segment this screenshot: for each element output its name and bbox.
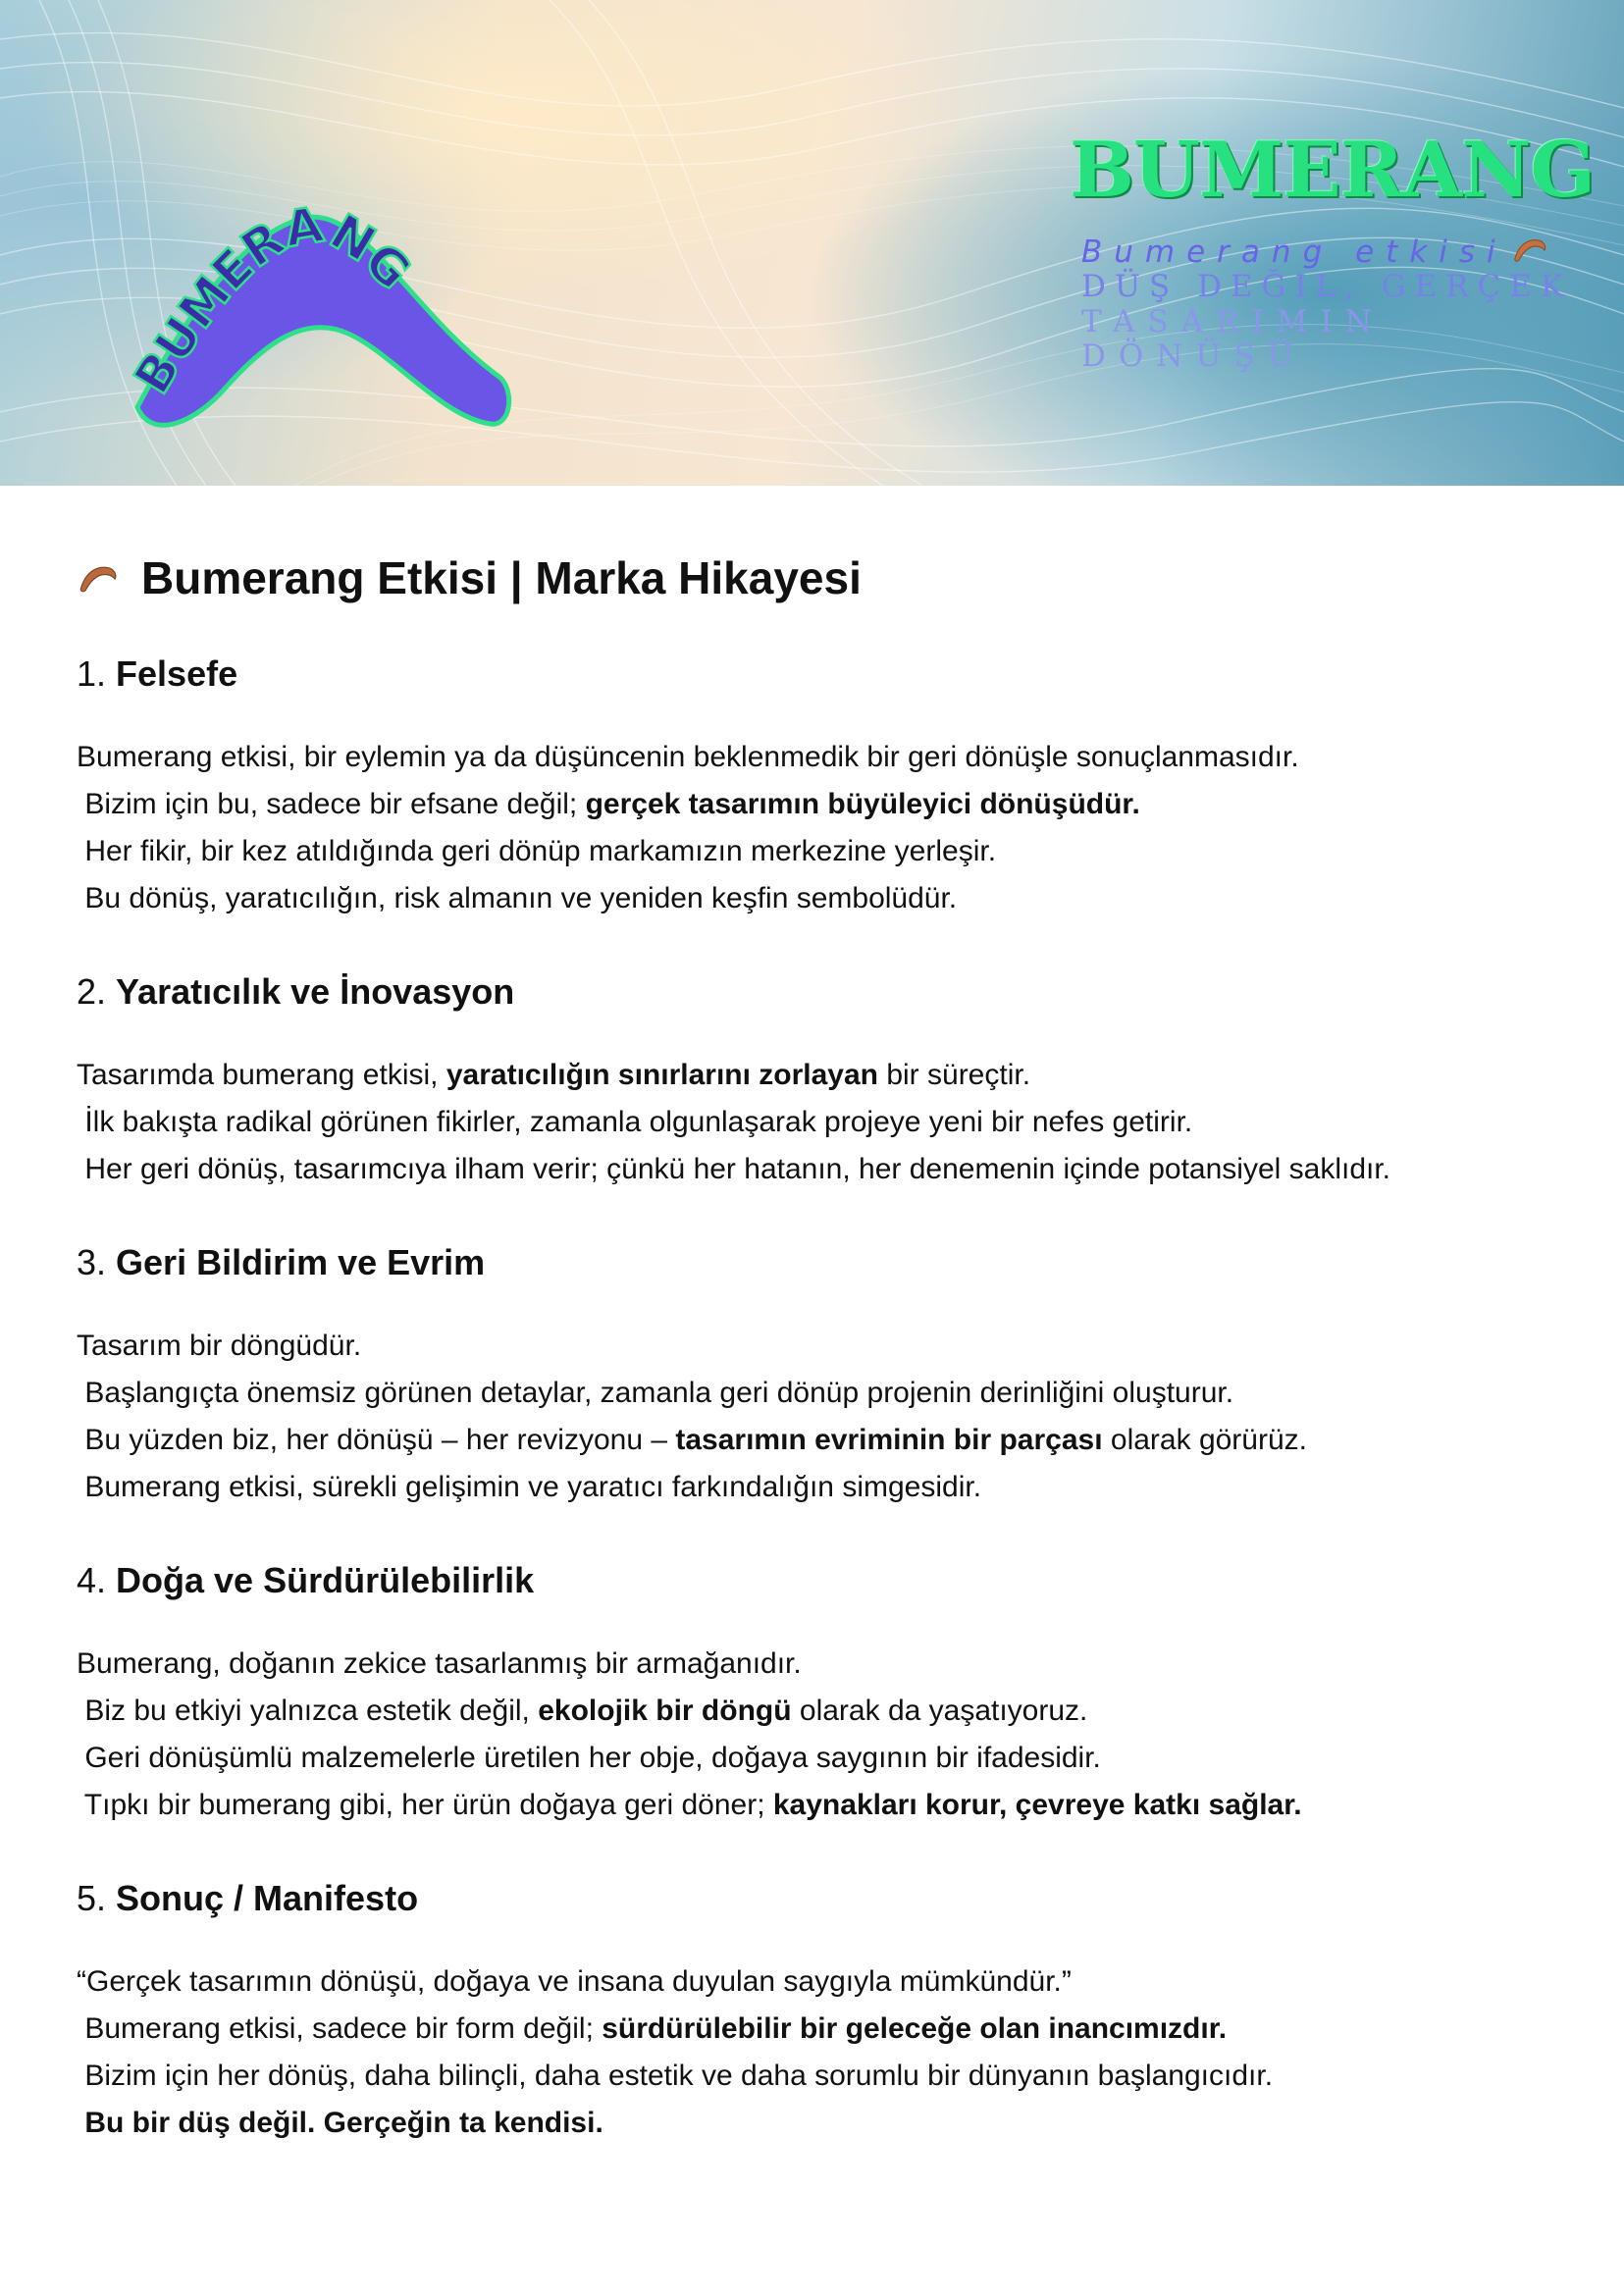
paragraph-line — [77, 875, 1568, 922]
section-paragraph — [77, 1958, 1568, 2147]
text-run: olarak görürüz. — [1102, 1424, 1307, 1456]
paragraph-line — [77, 1417, 1568, 1464]
paragraph-line — [77, 1146, 1568, 1193]
text-run: Biz bu etkiyi yalnızca estetik değil, — [77, 1695, 539, 1727]
paragraph-line — [77, 1782, 1568, 1829]
sections-container — [77, 653, 1568, 2147]
section-paragraph — [77, 1641, 1568, 1829]
paragraph-line — [77, 1323, 1568, 1370]
section-heading — [77, 971, 1568, 1013]
section-paragraph — [77, 734, 1568, 922]
section-paragraph — [77, 1323, 1568, 1511]
text-run: Her fikir, bir kez atıldığında geri dönüp markamızın merkezine yerleşir. — [77, 835, 997, 867]
text-run: Bumerang etkisi, sadece bir form değil; — [77, 2012, 602, 2045]
text-run: “Gerçek tasarımın dönüşü, doğaya ve insana duyulan saygıyla mümkündür.” — [77, 1965, 1072, 1998]
section-heading-text: Doğa ve Sürdürülebilirlik — [116, 1560, 535, 1600]
document-title-text: Bumerang Etkisi | Marka Hikayesi — [141, 552, 862, 603]
section-number: 1. — [77, 653, 117, 694]
text-run: Tasarımda bumerang etkisi, — [77, 1059, 446, 1091]
text-run: olarak da yaşatıyoruz. — [791, 1695, 1088, 1727]
paragraph-line — [77, 2006, 1568, 2053]
boomerang-logo — [118, 196, 530, 442]
section — [77, 1878, 1568, 2147]
paragraph-line — [77, 734, 1568, 781]
section-number: 2. — [77, 971, 117, 1012]
paragraph-line — [77, 781, 1568, 828]
text-run: Başlangıçta önemsiz görünen detaylar, zamanla geri dönüp projenin derinliğini oluşturur. — [77, 1377, 1234, 1409]
paragraph-line — [77, 2053, 1568, 2100]
text-run: Bumerang, doğanın zekice tasarlanmış bir armağanıdır. — [77, 1647, 802, 1680]
paragraph-line — [77, 1370, 1568, 1417]
text-run: İlk bakışta radikal görünen fikirler, zamanla olgunlaşarak projeye yeni bir nefes getirir. — [77, 1106, 1193, 1138]
section-number: 3. — [77, 1242, 117, 1282]
section-heading-text: Geri Bildirim ve Evrim — [116, 1242, 486, 1282]
brand-block — [1070, 126, 1619, 375]
paragraph-line — [77, 1464, 1568, 1511]
bold-text: kaynakları korur, çevreye katkı sağlar. — [772, 1789, 1302, 1821]
text-run: Geri dönüşümlü malzemelerle üretilen her obje, doğaya saygının bir ifadesidir. — [77, 1742, 1101, 1774]
section-heading — [77, 1560, 1568, 1601]
brand-subtitle-3: TASARIMIN DÖNÜŞÜ — [1081, 303, 1385, 375]
bold-text: sürdürülebilir bir geleceğe olan inancımızdır. — [602, 2012, 1228, 2045]
section-paragraph — [77, 1052, 1568, 1193]
bold-text: Bu bir düş değil. Gerçeğin ta kendisi. — [84, 2107, 603, 2139]
section-heading — [77, 653, 1568, 695]
text-run: Tasarım bir döngüdür. — [77, 1330, 362, 1362]
section — [77, 1560, 1568, 1829]
boomerang-icon — [1511, 235, 1550, 264]
header-banner — [0, 0, 1624, 486]
paragraph-line — [77, 2100, 1568, 2147]
text-run: Bumerang etkisi, bir eylemin ya da düşüncenin beklenmedik bir geri dönüşle sonuçlanmasıdır. — [77, 741, 1299, 773]
bold-text: gerçek tasarımın büyüleyici dönüşüdür. — [585, 788, 1140, 820]
section-heading-text: Yaratıcılık ve İnovasyon — [116, 971, 515, 1012]
section — [77, 653, 1568, 922]
section-heading — [77, 1878, 1568, 1919]
text-run: Bu yüzden biz, her dönüşü – her revizyonu – — [77, 1424, 676, 1456]
bold-text: ekolojik bir döngü — [538, 1695, 792, 1727]
brand-subtitle-1: Bumerang etkisi — [1081, 235, 1619, 270]
paragraph-line — [77, 1958, 1568, 2006]
document-title — [77, 551, 1568, 604]
text-run: bir süreçtir. — [878, 1059, 1031, 1091]
text-run: Tıpkı bir bumerang gibi, her ürün doğaya geri döner; — [77, 1789, 773, 1821]
boomerang-icon — [77, 558, 122, 598]
section-heading — [77, 1242, 1568, 1283]
paragraph-line — [77, 1099, 1568, 1146]
section-heading-text: Felsefe — [116, 653, 238, 694]
document-body — [77, 551, 1568, 2147]
section — [77, 1242, 1568, 1511]
text-run: Bizim için bu, sadece bir efsane değil; — [77, 788, 586, 820]
paragraph-line — [77, 1052, 1568, 1099]
bold-text: yaratıcılığın sınırlarını zorlayan — [445, 1059, 878, 1091]
text-run: Bumerang etkisi, sürekli gelişimin ve yaratıcı farkındalığın simgesidir. — [77, 1471, 982, 1503]
section-number: 4. — [77, 1560, 117, 1600]
section — [77, 971, 1568, 1193]
brand-title: BUMERANG — [1070, 126, 1595, 215]
text-run: Bu dönüş, yaratıcılığın, risk almanın ve yeniden keşfin sembolüdür. — [77, 882, 958, 914]
section-number: 5. — [77, 1878, 117, 1918]
brand-subtitle-2: DÜŞ DEĞIL, GERÇEK — [1081, 269, 1573, 304]
text-run: Her geri dönüş, tasarımcıya ilham verir; çünkü her hatanın, her denemenin içinde potansiyel saklıdır. — [77, 1153, 1391, 1185]
paragraph-line — [77, 1735, 1568, 1782]
text-run: Bizim için her dönüş, daha bilinçli, daha estetik ve daha sorumlu bir dünyanın başlangıcıdır. — [77, 2060, 1274, 2092]
paragraph-line — [77, 828, 1568, 875]
bold-text: tasarımın evriminin bir parçası — [675, 1424, 1103, 1456]
logo-text: BUMERANG — [123, 196, 422, 404]
section-heading-text: Sonuç / Manifesto — [116, 1878, 419, 1918]
paragraph-line — [77, 1641, 1568, 1688]
paragraph-line — [77, 1688, 1568, 1735]
